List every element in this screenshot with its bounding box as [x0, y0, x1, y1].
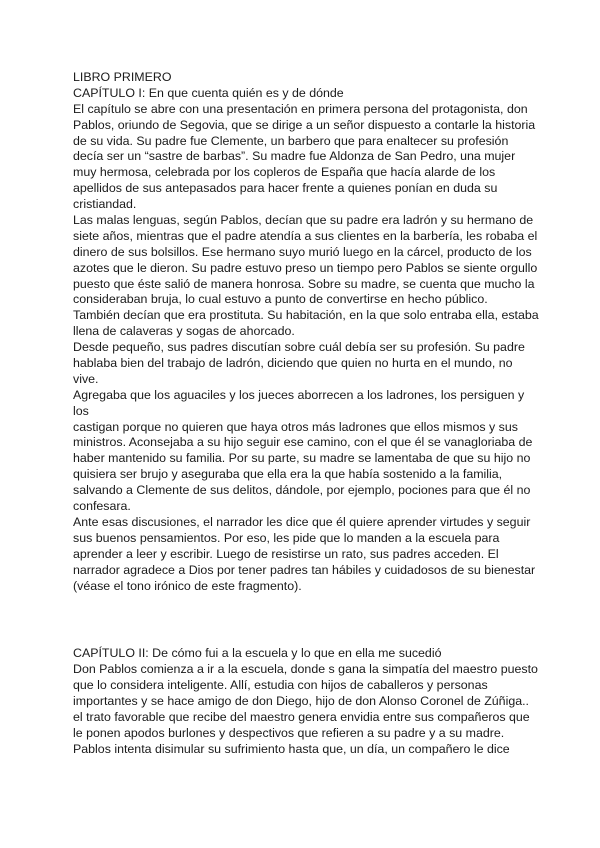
text-line: importantes y se hace amigo de don Diego, hijo de don Alonso Coronel de Zúñiga.. [73, 694, 529, 709]
text-line: Agregaba que los aguaciles y los jueces aborrecen a los ladrones, los persiguen y [73, 387, 525, 402]
text-line: Pablos intenta disimular su sufrimiento hasta que, un día, un compañero le dice [73, 741, 510, 756]
text-line: Ante esas discusiones, el narrador les dice que él quiere aprender virtudes y seguir [73, 514, 531, 529]
text-line: confesara. [73, 499, 131, 514]
text-line: Pablos, oriundo de Segovia, que se dirige a un señor dispuesto a contarle la historia [73, 117, 536, 132]
text-line: (véase el tono irónico de este fragmento). [73, 578, 302, 593]
text-line: Las malas lenguas, según Pablos, decían que su padre era ladrón y su hermano de [73, 213, 534, 228]
text-line: También decían que era prostituta. Su habitación, en la que solo entraba ella, estaba [73, 308, 539, 323]
chapter-2-body [73, 662, 538, 757]
text-line: azotes que le dieron. Su padre estuvo preso un tiempo pero Pablos se siente orgullo [73, 260, 538, 275]
document-page [73, 70, 539, 758]
text-line: haber mantenido su familia. Por su parte, su madre se lamentaba de que su hijo no [73, 451, 531, 466]
chapter-1-body [73, 101, 539, 595]
text-line: ministros. Aconsejaba a su hijo seguir ese camino, con el que él se vanagloriaba de [73, 435, 533, 450]
text-line: vive. [73, 371, 99, 386]
text-line: Desde pequeño, sus padres discutían sobre cuál debía ser su profesión. Su padre [73, 340, 525, 355]
text-line: aprender a leer y escribir. Luego de resistirse un rato, sus padres acceden. El [73, 546, 499, 561]
text-line: puesto que éste salió de manera honrosa. Sobre su madre, se cuenta que mucho la [73, 276, 535, 291]
text-line: llena de calaveras y sogas de ahorcado. [73, 324, 295, 339]
text-line: sus buenos pensamientos. Por eso, les pide que lo manden a la escuela para [73, 530, 500, 545]
text-line: castigan porque no quieren que haya otros más ladrones que ellos mismos y sus [73, 419, 518, 434]
text-line: el trato favorable que recibe del maestro genera envidia entre sus compañeros que [73, 709, 530, 724]
text-line: salvando a Clemente de sus delitos, dándole, por ejemplo, pociones para que él no [73, 483, 531, 498]
text-line: muy hermosa, celebrada por los copleros de España que hacía alarde de los [73, 165, 496, 180]
text-line: consideraban bruja, lo cual estuvo a punto de convertirse en hecho público. [73, 292, 488, 307]
text-line: quisiera ser brujo y aseguraba que ella era la que había sostenido a la familia, [73, 467, 503, 482]
text-line: hablaba bien del trabajo de ladrón, diciendo que quien no hurta en el mundo, no [73, 356, 513, 371]
text-line: que lo considera inteligente. Allí, estudia con hijos de caballeros y personas [73, 678, 488, 693]
text-line: siete años, mientras que el padre atendía a sus clientes en la barbería, les robaba el [73, 228, 538, 243]
text-line: le ponen apodos burlones y despectivos que refieren a su padre y a su madre. [73, 725, 505, 740]
text-line: apellidos de sus antepasados para hacer frente a quienes ponían en duda su [73, 181, 498, 196]
text-line: decía ser un “sastre de barbas”. Su madre fue Aldonza de San Pedro, una mujer [73, 149, 516, 164]
section-gap [73, 594, 533, 646]
text-line: de su vida. Su padre fue Clemente, un barbero que para enaltecer su profesión [73, 133, 509, 148]
text-line: Don Pablos comienza a ir a la escuela, donde s gana la simpatía del maestro puesto [73, 662, 538, 677]
text-line: los [73, 403, 89, 418]
text-line: narrador agradece a Dios por tener padres tan hábiles y cuidadosos de su bienestar [73, 562, 536, 577]
text-line: cristiandad. [73, 197, 137, 212]
chapter-2-heading: CAPÍTULO II: De cómo fui a la escuela y lo que en ella me sucedió [73, 646, 442, 661]
text-line: El capítulo se abre con una presentación en primera persona del protagonista, don [73, 101, 528, 116]
chapter-1-heading: CAPÍTULO I: En que cuenta quién es y de dónde [73, 85, 344, 100]
book-title: LIBRO PRIMERO [73, 70, 172, 84]
text-line: dinero de sus bolsillos. Ese hermano suyo murió luego en la cárcel, producto de los [73, 244, 532, 259]
